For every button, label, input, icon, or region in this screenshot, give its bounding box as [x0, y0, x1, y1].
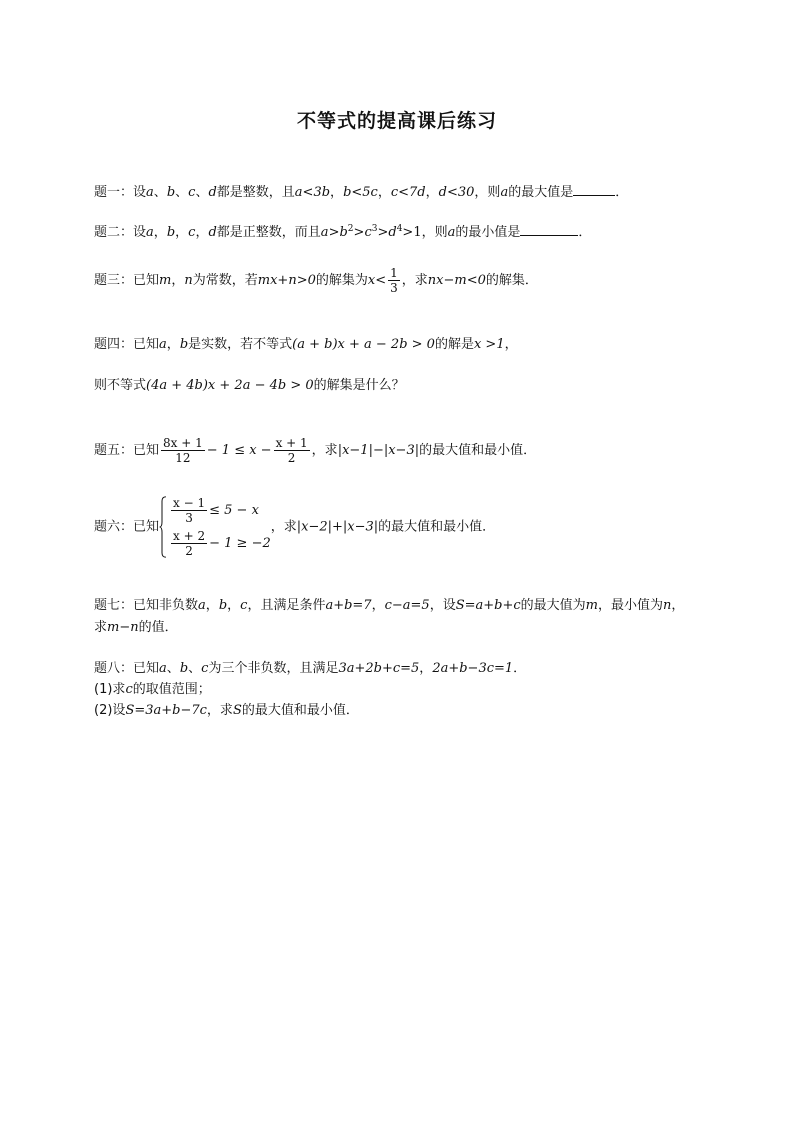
- q6-label: 题六：: [94, 519, 134, 535]
- q1-label: 题一：: [94, 185, 134, 200]
- question-7-line-1: 题七：已知非负数a，b，c，且满足条件a+b=7，c−a=5，设S=a+b+c的最大值为m，最小值为n，: [94, 598, 685, 613]
- q3-label: 题三：: [94, 273, 134, 288]
- q4-label: 题四：: [94, 337, 134, 352]
- q6-row-2: $\frac{x + 2}{2}$ − 1 ≥ −2: [173, 529, 271, 558]
- page-title: 不等式的提高课后练习: [296, 110, 497, 132]
- q6-row-1: $\frac{x - 1}{3}$ ≤ 5 − x: [173, 496, 259, 525]
- q7-label: 题七：: [94, 598, 134, 613]
- question-5: 题五：已知 $\frac{8x + 1}{12}$ − 1 ≤ x − $\frac{x + 1}{2}$ ，求|x−1|−|x−3|的最大值和最小值．: [94, 436, 537, 465]
- question-8-part-1: (1)求c的取值范围；: [94, 682, 211, 697]
- question-7-line-2: 求m−n的值．: [94, 620, 178, 635]
- q5-label: 题五：: [94, 443, 134, 458]
- q8-label: 题八：: [94, 661, 134, 676]
- q5-fraction-1: $\frac{8x + 1}{12}$: [163, 436, 203, 465]
- q1-answer-blank: [573, 182, 615, 196]
- question-8-line-1: 题八：已知a、b、c为三个非负数，且满足3a+2b+c=5，2a+b−3c=1．: [94, 661, 527, 676]
- question-6: 题六：已知 $\frac{x - 1}{3}$ ≤ 5 − x $\frac{x + 2}{2}$ − 1 ≥ −2 ，求|x−2|+|x−3|的最大值和最小值．: [94, 496, 496, 558]
- question-1: 题一：设a、b、c、d都是整数，且a<3b，b<5c，c<7d，d<30，则a的最大值是 ．: [94, 182, 628, 202]
- q2-answer-blank: [520, 222, 578, 236]
- q6-inequality-system: [159, 496, 271, 558]
- q5-fraction-2: $\frac{x + 1}{2}$: [275, 436, 308, 465]
- q3-fraction: $\frac{1}{3}$: [390, 266, 398, 295]
- question-2: 题二：设a，b，c，d都是正整数，而且$a>b^2>c^3>d^4>1$，则a的最小值是 ．: [94, 224, 592, 240]
- question-8-part-2: (2)设S=3a+b−7c，求S的最大值和最小值．: [94, 703, 359, 718]
- question-4-line-1: 题四：已知a，b是实数，若不等式(a + b)x + a − 2b > 0的解是x >1，: [94, 337, 518, 352]
- left-brace-icon: [159, 496, 167, 558]
- question-4-line-2: 则不等式(4a + 4b)x + 2a − 4b > 0的解集是什么？: [94, 378, 405, 393]
- question-3: 题三：已知m，n为常数，若mx+n>0的解集为x< $\frac{1}{3}$ ，求nx−m<0的解集．: [94, 266, 538, 295]
- q2-label: 题二：: [94, 225, 134, 240]
